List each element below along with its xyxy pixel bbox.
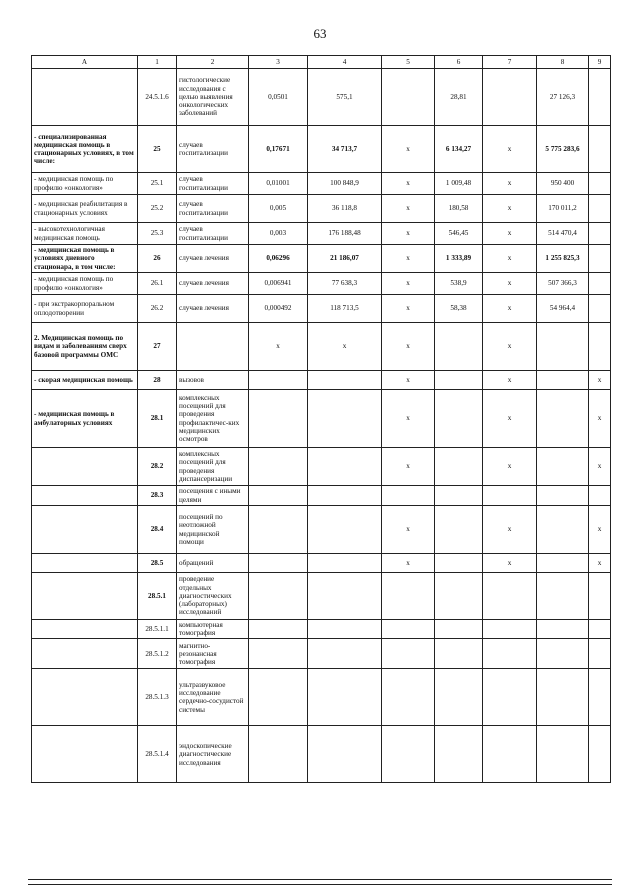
value-cell [537,620,589,639]
value-cell [249,726,308,783]
value-cell [589,173,611,195]
value-cell: x [483,506,537,554]
value-cell [435,639,483,669]
value-cell [589,639,611,669]
value-cell [537,448,589,486]
value-cell [249,371,308,390]
code-cell: 25 [138,126,177,173]
value-cell [382,573,435,620]
value-cell: x [483,195,537,223]
value-cell [308,506,382,554]
value-cell: 0,005 [249,195,308,223]
category-cell [32,573,138,620]
code-cell: 25.2 [138,195,177,223]
code-cell: 28 [138,371,177,390]
value-cell [308,371,382,390]
value-cell [537,506,589,554]
value-cell: 58,38 [435,295,483,323]
value-cell [435,669,483,726]
code-cell: 25.1 [138,173,177,195]
value-cell [589,245,611,273]
header-cell: 7 [483,56,537,69]
value-cell [537,639,589,669]
value-cell [537,573,589,620]
table-row [32,223,611,245]
code-cell: 28.1 [138,390,177,448]
value-cell: x [382,126,435,173]
value-cell: x [589,506,611,554]
value-cell [382,639,435,669]
value-cell: 0,01001 [249,173,308,195]
value-cell: x [382,448,435,486]
value-cell [589,126,611,173]
value-cell [435,554,483,573]
code-cell: 28.4 [138,506,177,554]
category-cell [32,639,138,669]
value-cell [589,573,611,620]
code-cell: 28.5 [138,554,177,573]
value-cell: x [308,323,382,371]
value-cell [537,323,589,371]
value-cell: 77 638,3 [308,273,382,295]
value-cell [435,323,483,371]
category-cell: - медицинская помощь в амбулаторных условиях [32,390,138,448]
value-cell: 1 255 825,3 [537,245,589,273]
value-cell: 176 188,48 [308,223,382,245]
value-cell [537,486,589,506]
category-cell: - при экстракорпоральном оплодотворении [32,295,138,323]
table-row [32,669,611,726]
value-cell: x [382,371,435,390]
value-cell [435,448,483,486]
value-cell: 6 134,27 [435,126,483,173]
value-cell [435,726,483,783]
value-cell [382,486,435,506]
value-cell [483,669,537,726]
value-cell: x [483,390,537,448]
value-cell [435,371,483,390]
value-cell [537,371,589,390]
value-cell [249,448,308,486]
header-cell: 4 [308,56,382,69]
value-cell: 21 186,07 [308,245,382,273]
value-cell: x [483,126,537,173]
value-cell [589,69,611,126]
bottom-rule [28,879,612,880]
value-cell [483,620,537,639]
category-cell: - скорая медицинская помощь [32,371,138,390]
table-row [32,273,611,295]
table-row [32,173,611,195]
table-row [32,486,611,506]
value-cell: 950 400 [537,173,589,195]
value-cell [308,486,382,506]
unit-cell: эндоскопические диагностические исследования [177,726,249,783]
value-cell [308,390,382,448]
value-cell [382,620,435,639]
category-cell: - специализированная медицинская помощь в стационарных условиях, в том числе: [32,126,138,173]
value-cell: 538,9 [435,273,483,295]
unit-cell: посещений по неотложной медицинской помощи [177,506,249,554]
value-cell [483,639,537,669]
bottom-rule [28,884,612,885]
value-cell [249,486,308,506]
value-cell: x [382,223,435,245]
value-cell: x [483,371,537,390]
value-cell: 36 118,8 [308,195,382,223]
value-cell: 180,58 [435,195,483,223]
unit-cell: ультразвуковое исследование сердечно-сосудистой системы [177,669,249,726]
category-cell [32,69,138,126]
unit-cell: гистологические исследования с целью выявления онкологических заболеваний [177,69,249,126]
value-cell [249,506,308,554]
code-cell: 28.5.1.4 [138,726,177,783]
value-cell [483,486,537,506]
unit-cell: случаев госпитализации [177,126,249,173]
value-cell: x [483,245,537,273]
value-cell: 34 713,7 [308,126,382,173]
unit-cell: проведение отдельных диагностических (лабораторных) исследований [177,573,249,620]
code-cell: 28.5.1.3 [138,669,177,726]
value-cell: x [249,323,308,371]
value-cell: x [589,448,611,486]
table-row [32,554,611,573]
value-cell [589,195,611,223]
value-cell [589,620,611,639]
table-row [32,126,611,173]
value-cell [589,726,611,783]
code-cell: 26.2 [138,295,177,323]
category-cell [32,448,138,486]
value-cell: 1 333,89 [435,245,483,273]
value-cell: x [382,245,435,273]
unit-cell: комплексных посещений для проведения диспансеризации [177,448,249,486]
value-cell [249,620,308,639]
value-cell [537,669,589,726]
category-cell [32,726,138,783]
category-cell [32,669,138,726]
unit-cell: случаев лечения [177,245,249,273]
table-row [32,371,611,390]
value-cell [435,573,483,620]
code-cell: 26.1 [138,273,177,295]
category-cell: - медицинская реабилитация в стационарных условиях [32,195,138,223]
category-cell [32,554,138,573]
value-cell [537,554,589,573]
table-row [32,245,611,273]
value-cell: 0,003 [249,223,308,245]
value-cell [483,573,537,620]
table-row [32,69,611,126]
value-cell [249,669,308,726]
unit-cell: вызовов [177,371,249,390]
table-row [32,323,611,371]
unit-cell: обращений [177,554,249,573]
value-cell: 546,45 [435,223,483,245]
header-cell: 3 [249,56,308,69]
value-cell: 54 964,4 [537,295,589,323]
value-cell: x [589,371,611,390]
table-row [32,639,611,669]
category-cell: 2. Медицинская помощь по видам и заболеваниям сверх базовой программы ОМС [32,323,138,371]
value-cell [589,273,611,295]
value-cell: x [382,273,435,295]
value-cell: 28,81 [435,69,483,126]
value-cell: x [382,295,435,323]
value-cell [435,620,483,639]
table-row [32,620,611,639]
table-row [32,506,611,554]
value-cell: 5 775 283,6 [537,126,589,173]
value-cell: x [483,448,537,486]
header-row [32,56,611,69]
unit-cell [177,323,249,371]
category-cell: - медицинская помощь по профилю «онкология» [32,273,138,295]
header-cell: 9 [589,56,611,69]
value-cell [589,223,611,245]
unit-cell: случаев госпитализации [177,173,249,195]
value-cell: x [483,173,537,195]
unit-cell: посещения с иными целями [177,486,249,506]
page-number: 63 [313,26,327,41]
value-cell: 1 009,48 [435,173,483,195]
value-cell: 118 713,5 [308,295,382,323]
unit-cell: случаев госпитализации [177,223,249,245]
value-cell [249,639,308,669]
code-cell: 28.2 [138,448,177,486]
value-cell [308,448,382,486]
value-cell: x [483,554,537,573]
value-cell: 507 366,3 [537,273,589,295]
value-cell [308,554,382,573]
table-row [32,448,611,486]
table-row [32,573,611,620]
value-cell [249,573,308,620]
value-cell [435,506,483,554]
value-cell [435,486,483,506]
unit-cell: компьютерная томография [177,620,249,639]
value-cell: 0,006941 [249,273,308,295]
value-cell: x [589,390,611,448]
value-cell: 0,0501 [249,69,308,126]
services-table [31,55,611,783]
value-cell: x [382,390,435,448]
value-cell: 27 126,3 [537,69,589,126]
value-cell [308,573,382,620]
value-cell: x [483,295,537,323]
value-cell [483,726,537,783]
value-cell: 0,06296 [249,245,308,273]
value-cell [308,669,382,726]
value-cell [537,726,589,783]
category-cell: - высокотехнологичная медицинская помощь [32,223,138,245]
category-cell: - медицинская помощь по профилю «онкология» [32,173,138,195]
value-cell [382,69,435,126]
value-cell [435,390,483,448]
unit-cell: случаев лечения [177,273,249,295]
table-row [32,726,611,783]
code-cell: 27 [138,323,177,371]
value-cell [382,669,435,726]
table-row [32,295,611,323]
value-cell [483,69,537,126]
unit-cell: магнитно-резонансная томография [177,639,249,669]
header-cell: 2 [177,56,249,69]
value-cell [589,323,611,371]
category-cell: - медицинская помощь в условиях дневного стационара, в том числе: [32,245,138,273]
table-row [32,390,611,448]
category-cell [32,486,138,506]
category-cell [32,506,138,554]
value-cell: x [589,554,611,573]
value-cell: 0,000492 [249,295,308,323]
value-cell [589,486,611,506]
value-cell [249,554,308,573]
value-cell [308,639,382,669]
header-cell: 8 [537,56,589,69]
value-cell: 0,17671 [249,126,308,173]
unit-cell: случаев лечения [177,295,249,323]
value-cell [308,726,382,783]
value-cell [249,390,308,448]
value-cell [382,726,435,783]
header-cell: А [32,56,138,69]
value-cell [589,669,611,726]
code-cell: 28.3 [138,486,177,506]
header-cell: 1 [138,56,177,69]
value-cell [308,620,382,639]
header-cell: 6 [435,56,483,69]
table-row [32,195,611,223]
value-cell [537,390,589,448]
unit-cell: комплексных посещений для проведения профилактичес-ких медицинских осмотров [177,390,249,448]
value-cell [589,295,611,323]
value-cell: 170 011,2 [537,195,589,223]
value-cell: x [382,195,435,223]
value-cell: x [382,323,435,371]
value-cell: 100 848,9 [308,173,382,195]
value-cell: x [382,554,435,573]
unit-cell: случаев госпитализации [177,195,249,223]
header-cell: 5 [382,56,435,69]
value-cell: x [382,506,435,554]
code-cell: 26 [138,245,177,273]
code-cell: 28.5.1 [138,573,177,620]
value-cell: x [382,173,435,195]
code-cell: 28.5.1.1 [138,620,177,639]
category-cell [32,620,138,639]
value-cell: x [483,273,537,295]
code-cell: 24.5.1.6 [138,69,177,126]
value-cell: x [483,323,537,371]
value-cell: 575,1 [308,69,382,126]
code-cell: 28.5.1.2 [138,639,177,669]
value-cell: x [483,223,537,245]
code-cell: 25.3 [138,223,177,245]
value-cell: 514 470,4 [537,223,589,245]
